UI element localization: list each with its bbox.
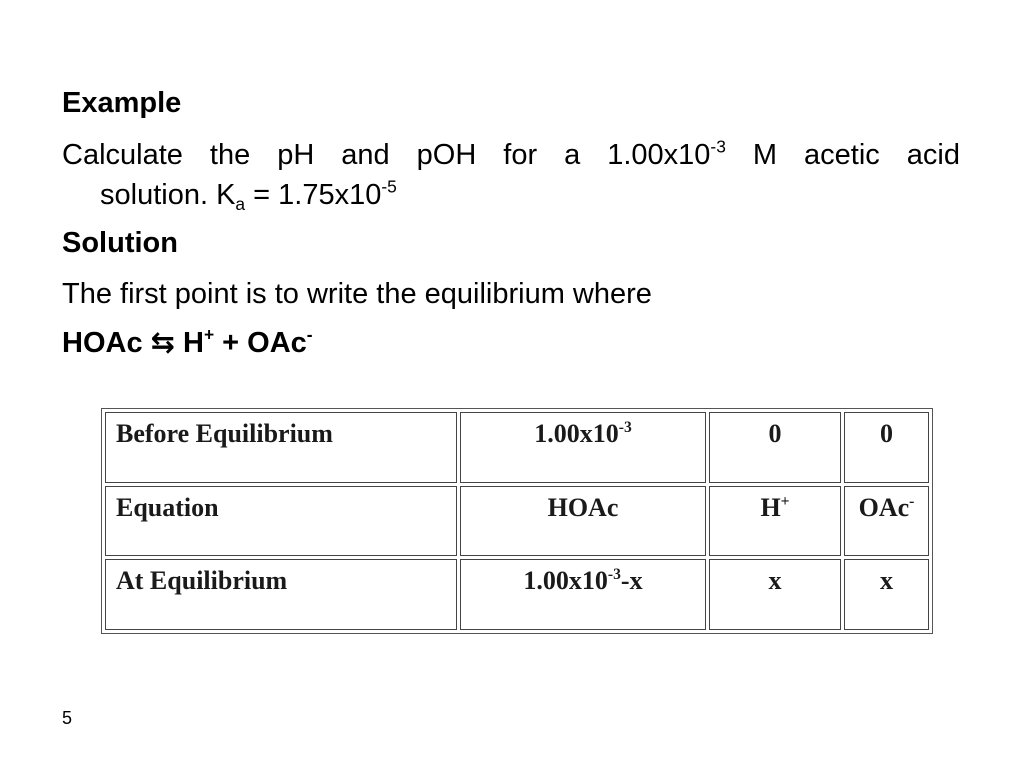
reaction-equation (62, 326, 313, 360)
table-row (105, 559, 929, 630)
heading-solution: Solution (62, 227, 178, 259)
problem-word: acid (906, 139, 960, 171)
charge-plus: + (203, 324, 215, 345)
table-row (105, 486, 929, 557)
problem-word: for (503, 139, 538, 171)
ka-exponent: -5 (381, 176, 397, 197)
problem-word: and (341, 139, 390, 171)
table-cell: x (709, 559, 841, 630)
heading-example: Example (62, 87, 182, 119)
charge-minus: - (306, 324, 313, 345)
table-row (105, 412, 929, 483)
table-cell: OAc- (844, 486, 929, 557)
problem-line-2 (100, 176, 397, 215)
ka-subscript: a (235, 194, 246, 215)
problem-word: Calculate (62, 139, 183, 171)
table-cell: 0 (709, 412, 841, 483)
problem-line-2-text: solution. K (100, 179, 236, 211)
problem-word: a (564, 139, 581, 171)
table-cell: $1.00x10^{-3}$ (460, 412, 706, 483)
table-cell: H+ (709, 486, 841, 557)
table-cell: 0 (844, 412, 929, 483)
table-cell: x (844, 559, 929, 630)
problem-word: pH (277, 139, 315, 171)
problem-word: the (209, 139, 251, 171)
problem-word: pOH (416, 139, 477, 171)
body-text: The first point is to write the equilibrium where (62, 278, 652, 310)
concentration-value: $1.00x10^{-3}$ (607, 136, 726, 171)
problem-line-1 (62, 138, 960, 172)
table-cell: $1.00x10^{-3}-x$ (460, 559, 706, 630)
product-oac: + OAc (214, 327, 307, 359)
table-cell: HOAc (460, 486, 706, 557)
page-number: 5 (62, 708, 73, 728)
row-label: Equation (105, 486, 457, 557)
reactant: HOAc (62, 327, 151, 359)
problem-word: acetic (804, 139, 880, 171)
row-label: At Equilibrium (105, 559, 457, 630)
equilibrium-arrow-icon: ⇆ (150, 327, 175, 359)
problem-word: M (752, 139, 778, 171)
product-h: H (174, 327, 204, 359)
concentration-exponent: -3 (710, 136, 726, 157)
row-label: Before Equilibrium (105, 412, 457, 483)
ice-table (101, 408, 933, 634)
ka-value: = 1.75x10 (245, 179, 382, 211)
